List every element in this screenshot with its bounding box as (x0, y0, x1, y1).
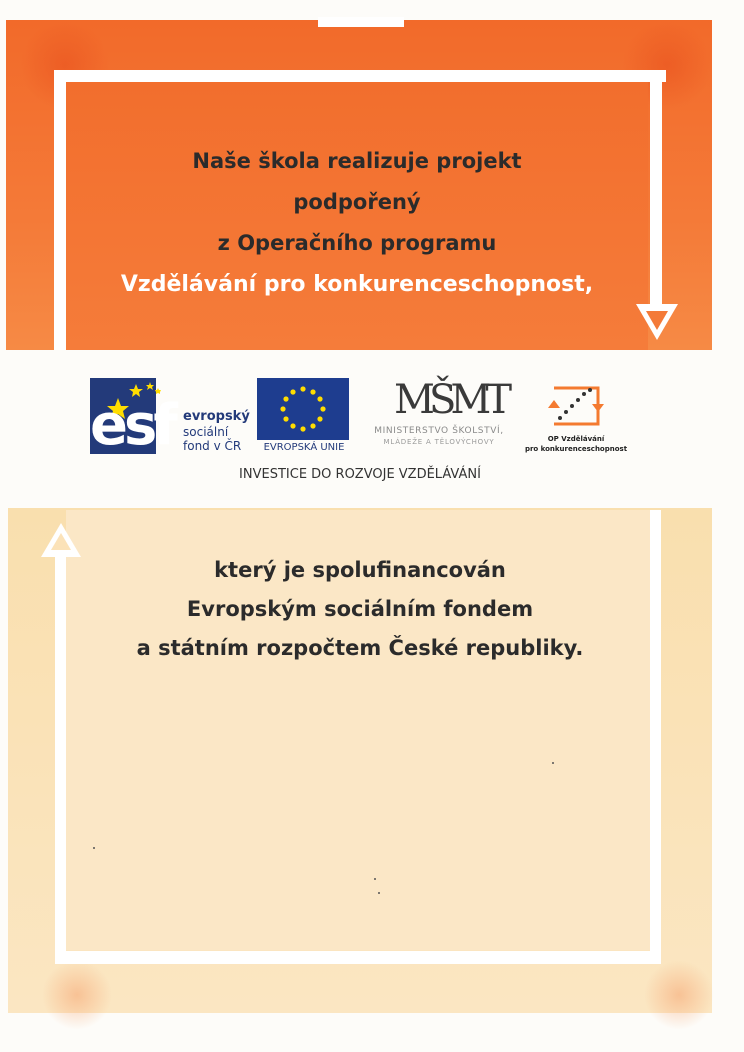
eu-flag-icon (257, 378, 349, 440)
op-logo (522, 380, 630, 460)
eu-caption: EVROPSKÁ UNIE (263, 442, 345, 453)
cofinance-line-1: který je spolufinancován (214, 558, 506, 582)
logo-strip (0, 350, 744, 510)
scan-speck (374, 878, 376, 880)
op-text-line-2: pro konkurenceschopnost (524, 445, 628, 453)
esf-wordmark: esf (90, 393, 174, 458)
corner-glow (644, 960, 714, 1030)
corner-glow (42, 960, 112, 1030)
headline-line-2: podpořený (293, 190, 421, 214)
op-text-line-1: OP Vzdělávání (547, 435, 605, 443)
esf-text-line-2: sociální (183, 425, 229, 439)
down-arrow-icon (632, 300, 682, 344)
headline-program-name: Vzdělávání pro konkurenceschopnost, (120, 272, 594, 297)
headline-line-1: Naše škola realizuje projekt (192, 149, 522, 173)
headline-line-3: z Operačního programu (217, 231, 497, 255)
cofinance-line-3: a státním rozpočtem České republiky. (136, 636, 584, 660)
eu-logo (257, 378, 351, 454)
cofinance-line-2: Evropským sociálním fondem (186, 597, 534, 621)
investment-tagline: INVESTICE DO ROZVOJE VZDĚLÁVÁNÍ (239, 467, 481, 482)
msmt-text-line-1: MINISTERSTVO ŠKOLSTVÍ, (374, 426, 504, 436)
msmt-text-line-2: MLÁDEŽE A TĚLOVÝCHOVY (383, 438, 495, 446)
scan-speck (552, 762, 554, 764)
scan-speck (378, 892, 380, 894)
msmt-logo (356, 376, 522, 462)
frame-top-line (54, 70, 666, 82)
frame-bottom-line (55, 951, 661, 964)
op-emblem-icon (546, 380, 608, 432)
esf-text-line-3: fond v ČR (183, 439, 242, 453)
esf-logo (90, 378, 252, 458)
frame-left-line (54, 70, 66, 350)
scan-speck (93, 847, 95, 849)
frame-right-line (650, 70, 662, 306)
esf-text-line-1: evropský (183, 409, 250, 424)
msmt-wordmark: MŠMT (394, 377, 506, 423)
top-tab-notch (318, 17, 404, 27)
